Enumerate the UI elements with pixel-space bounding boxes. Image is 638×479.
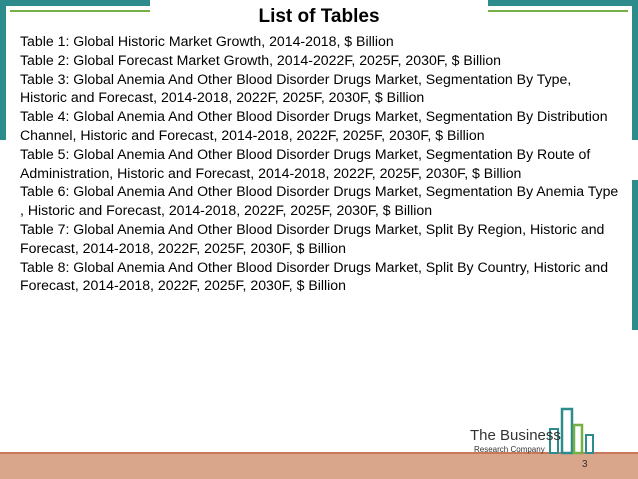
list-item: Table 2: Global Forecast Market Growth, 2014-2022F, 2025F, 2030F, $ Billion xyxy=(20,51,502,68)
list-item: Table 8: Global Anemia And Other Blood Disorder Drugs Market, Split By Country, Historic and Forecast, 2014-2018, 2022F, 2025F, 2030F, $ Billion xyxy=(20,258,609,294)
logo-bar-mid xyxy=(574,425,582,453)
list-item: Table 6: Global Anemia And Other Blood Disorder Drugs Market, Segmentation By Anemia Type , Historic and Forecast, 2014-2018, 2022F, 2025F, 2030F, $ Billion xyxy=(20,183,619,219)
logo-name: The Business xyxy=(470,427,561,444)
right-mid-bar xyxy=(632,180,638,330)
list-item: Table 4: Global Anemia And Other Blood Disorder Drugs Market, Segmentation By Distribution Channel, Historic and Forecast, 2014-2018, 2022F, 2025F, 2030F, $ Billion xyxy=(20,108,608,143)
page-title: List of Tables xyxy=(258,6,380,27)
tables-list xyxy=(20,32,620,295)
logo-subtitle: Research Company xyxy=(474,445,545,454)
list-item: Table 5: Global Anemia And Other Blood Disorder Drugs Market, Segmentation By Route of Administration, Historic and Forecast, 2014-2018, 2022F, 2025F, 2030F, $ Billion xyxy=(20,145,591,181)
list-item: Table 7: Global Anemia And Other Blood Disorder Drugs Market, Split By Region, Historic and Forecast, 2014-2018, 2022F, 2025F, 2030F, $ Billion xyxy=(20,220,605,256)
list-item: Table 1: Global Historic Market Growth, 2014-2018, $ Billion xyxy=(20,33,394,49)
logo-bar-tall xyxy=(562,409,572,453)
footer-strip xyxy=(0,452,638,479)
logo-bar-small xyxy=(586,435,593,453)
list-item: Table 3: Global Anemia And Other Blood Disorder Drugs Market, Segmentation By Type, Historic and Forecast, 2014-2018, 2022F, 2025F, 2030F, $ Billion xyxy=(20,70,572,106)
page-number: 3 xyxy=(582,459,588,470)
